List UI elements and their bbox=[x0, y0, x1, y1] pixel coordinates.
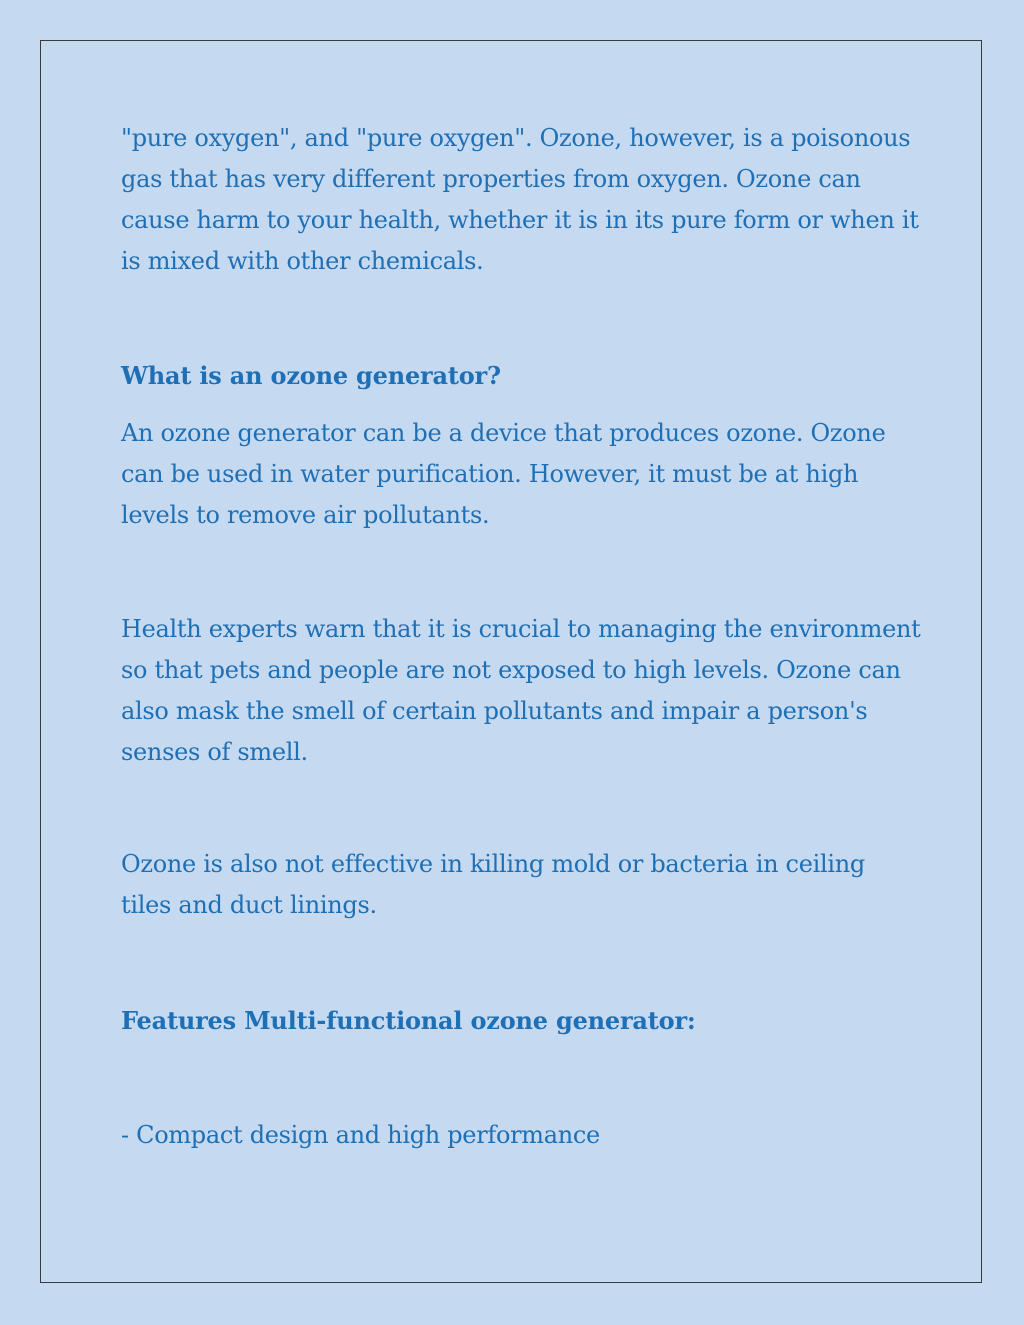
section-heading-what-is-ozone-generator: What is an ozone generator? bbox=[121, 361, 501, 390]
body-paragraph-ozone-generator-definition: An ozone generator can be a device that produces ozone. Ozone can be used in water purification. However, it must be at high levels to remove air pollutants. bbox=[121, 419, 886, 529]
list-item-compact-design: - Compact design and high performance bbox=[121, 1121, 600, 1149]
body-paragraph-health-experts: Health experts warn that it is crucial to managing the environment so that pets and people are not exposed to high levels. Ozone can also mask the smell of certain pollutants and impair a person's senses of smell. bbox=[121, 615, 921, 766]
body-paragraph-mold-bacteria: Ozone is also not effective in killing mold or bacteria in ceiling tiles and duct linings. bbox=[121, 850, 865, 919]
section-heading-features: Features Multi-functional ozone generator: bbox=[121, 1006, 696, 1035]
body-paragraph-ozone-poison: "pure oxygen", and "pure oxygen". Ozone, however, is a poisonous gas that has very different properties from oxygen. Ozone can cause harm to your health, whether it is in its pure form or when it is mixed with other chemicals. bbox=[121, 124, 919, 275]
